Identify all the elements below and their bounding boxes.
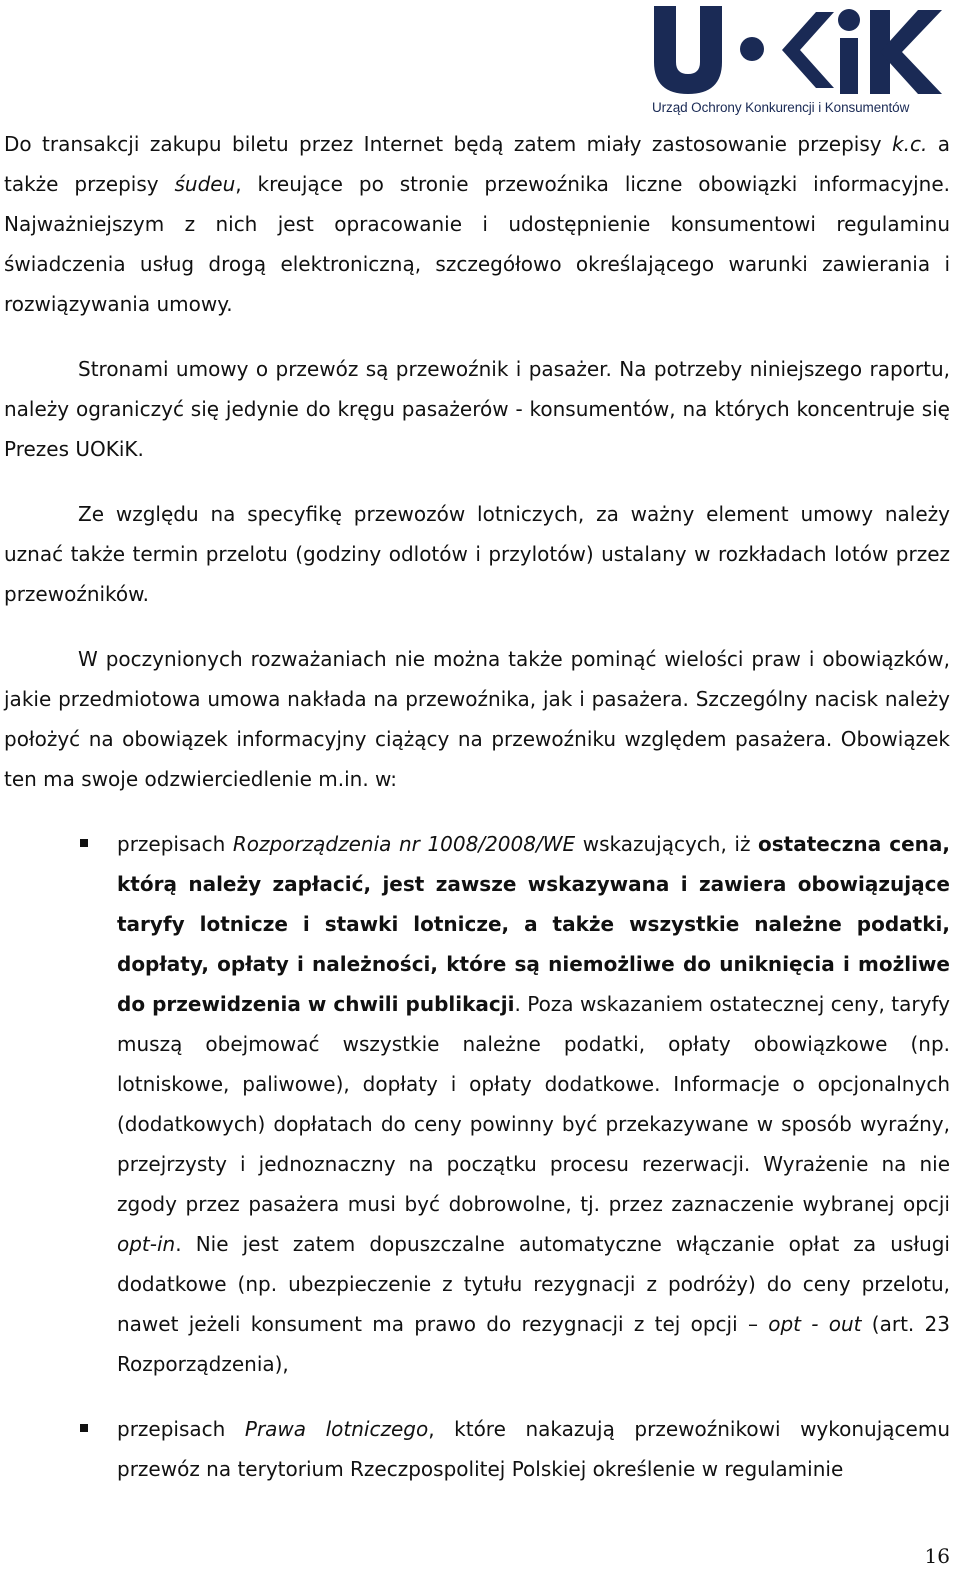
text-run: Do transakcji zakupu biletu przez Internet będą zatem miały zastosowanie przepisy — [4, 132, 893, 156]
paragraph — [4, 124, 950, 324]
bold-text: ostateczna cena, którą należy zapłacić, jest zawsze wskazywana i zawiera obowiązujące taryfy lotnicze i stawki lotnicze, a także wszystkie należne podatki, dopłaty, opłaty i należności, które są niemożliwe do uniknięcia i możliwe do przewidzenia w chwili publikacji — [117, 832, 950, 1016]
paragraph — [4, 639, 950, 799]
list-item-text — [117, 832, 950, 1376]
text-run: a także przepisy — [4, 132, 950, 196]
text-run: W poczynionych rozważaniach nie można także pominąć wielości praw i obowiązków, jakie przedmiotowa umowa nakłada na przewoźnika, jak i pasażera. Szczególny nacisk należy położyć na obowiązek informacyjny ciążący na przewoźniku względem pasażera. Obowiązek ten ma swoje odzwierciedlenie m.in. w: — [4, 647, 950, 791]
text-run: , które nakazują przewoźnikowi wykonującemu przewóz na terytorium Rzeczpospolitej Polskiej określenie w regulaminie — [117, 1417, 950, 1481]
bullet-square-icon — [80, 839, 88, 847]
italic-text: opt-in — [117, 1232, 176, 1256]
text-run: Ze względu na specyfikę przewozów lotniczych, za ważny element umowy należy uznać także termin przelotu (godziny odlotów i przylotów) ustalany w rozkładach lotów przez przewoźników. — [4, 502, 950, 606]
text-run: , kreujące po stronie przewoźnika liczne obowiązki informacyjne. Najważniejszym z nich jest opracowanie i udostępnienie konsumentowi regulaminu świadczenia usług drogą elektroniczną, szczegółowo określającego warunki zawierania i rozwiązywania umowy. — [4, 172, 950, 316]
text-run: przepisach — [117, 832, 233, 856]
bullet-list — [4, 824, 950, 1489]
text-run: Stronami umowy o przewóz są przewoźnik i pasażer. Na potrzeby niniejszego raportu, należy ograniczyć się jedynie do kręgu pasażerów - konsumentów, na których koncentruje się Prezes UOKiK. — [4, 357, 950, 461]
paragraph — [4, 494, 950, 614]
italic-text: k.c. — [892, 132, 928, 156]
italic-text: Prawa lotniczego — [244, 1417, 429, 1441]
list-item — [4, 824, 950, 1384]
uokik-logo — [648, 4, 948, 118]
text-run: przepisach — [117, 1417, 245, 1441]
italic-text: opt - out — [768, 1312, 862, 1336]
text-run: wskazujących, iż — [575, 832, 759, 856]
document-body — [4, 124, 950, 1514]
text-run: (art. 23 Rozporządzenia), — [117, 1312, 950, 1376]
page-number: 16 — [924, 1544, 950, 1568]
uokik-logo-mark — [648, 4, 948, 96]
italic-text: śudeu — [174, 172, 236, 196]
bullet-square-icon — [80, 1424, 88, 1432]
list-item — [4, 1409, 950, 1489]
logo-caption: Urząd Ochrony Konkurencji i Konsumentów — [652, 100, 910, 115]
text-run: . Poza wskazaniem ostatecznej ceny, taryfy muszą obejmować wszystkie należne podatki, opłaty obowiązkowe (np. lotniskowe, paliwowe), dopłaty i opłaty dodatkowe. Informacje o opcjonalnych (dodatkowych) dopłatach do ceny powinny być przekazywane w sposób wyraźny, przejrzysty i jednoznaczny na początku procesu rezerwacji. Wyrażenie na nie zgody przez pasażera musi być dobrowolne, tj. przez zaznaczenie wybranej opcji — [117, 992, 950, 1216]
paragraph — [4, 349, 950, 469]
list-item-text — [117, 1417, 950, 1481]
italic-text: Rozporządzenia nr 1008/2008/WE — [232, 832, 576, 856]
text-run: . Nie jest zatem dopuszczalne automatyczne włączanie opłat za usługi dodatkowe (np. ubezpieczenie z tytułu rezygnacji z podróży) do ceny przelotu, nawet jeżeli konsument ma prawo do rezygnacji z tej opcji – — [117, 1232, 950, 1336]
